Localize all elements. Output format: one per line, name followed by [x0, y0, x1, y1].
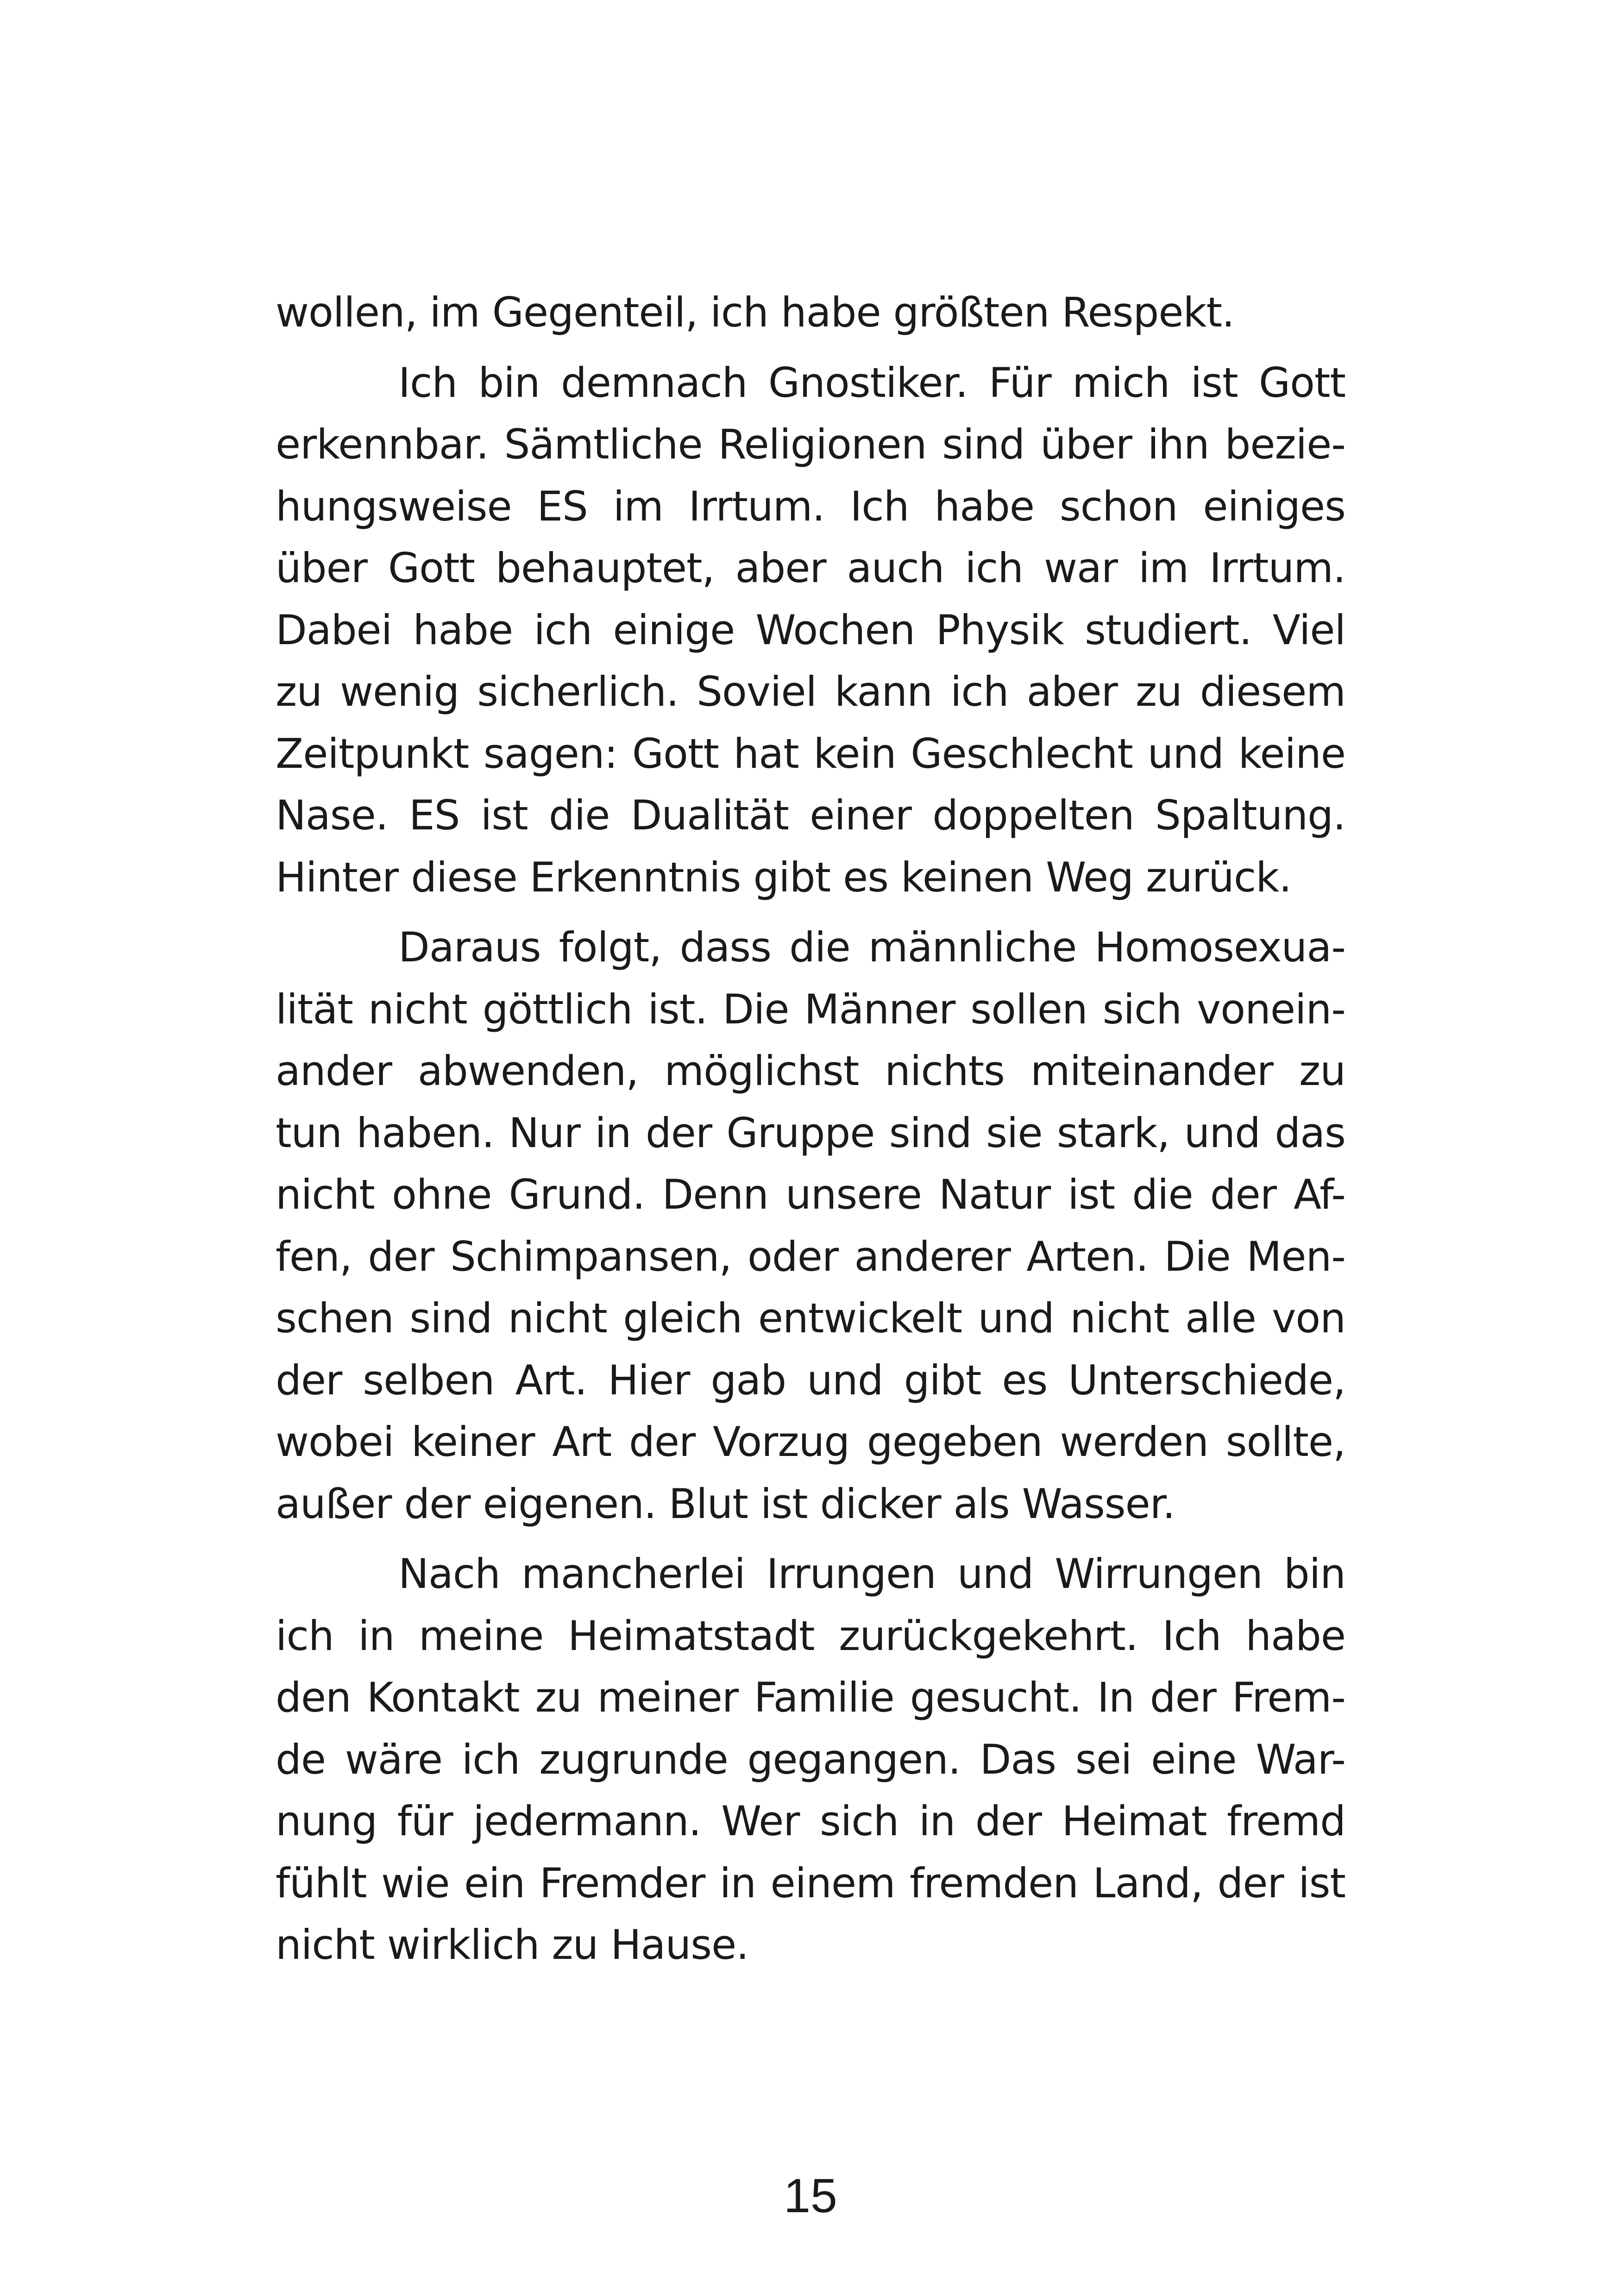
text-line: wobei keiner Art der Vorzug gegeben werden sollte,	[276, 1418, 1345, 1466]
paragraph	[276, 282, 1345, 344]
text-line: Daraus folgt, dass die männliche Homosexua-	[398, 923, 1345, 971]
body-text	[276, 282, 1345, 1976]
text-line: nicht ohne Grund. Denn unsere Natur ist die der Af-	[276, 1171, 1345, 1218]
page-number: 15	[784, 2169, 837, 2223]
text-line: hungsweise ES im Irrtum. Ich habe schon einiges	[276, 482, 1345, 530]
text-line: erkennbar. Sämtliche Religionen sind über ihn bezie-	[276, 420, 1345, 468]
text-line: tun haben. Nur in der Gruppe sind sie stark, und das	[276, 1109, 1345, 1157]
text-line: wollen, im Gegenteil, ich habe größten Respekt.	[276, 289, 1234, 336]
text-line: außer der eigenen. Blut ist dicker als Wasser.	[276, 1480, 1175, 1528]
paragraph-gap	[276, 344, 1345, 352]
text-line: über Gott behauptet, aber auch ich war im Irrtum.	[276, 544, 1345, 592]
text-line: Nase. ES ist die Dualität einer doppelten Spaltung.	[276, 791, 1345, 839]
text-line: Zeitpunkt sagen: Gott hat kein Geschlecht und keine	[276, 729, 1345, 778]
text-line: ich in meine Heimatstadt zurückgekehrt. Ich habe	[276, 1612, 1345, 1660]
text-line: der selben Art. Hier gab und gibt es Unterschiede,	[276, 1356, 1345, 1404]
paragraph-gap	[276, 908, 1345, 916]
text-line: Nach mancherlei Irrungen und Wirrungen bin	[398, 1550, 1345, 1598]
text-line: Dabei habe ich einige Wochen Physik studiert. Viel	[276, 606, 1345, 654]
text-line: nung für jedermann. Wer sich in der Heimat fremd	[276, 1797, 1345, 1845]
paragraph	[276, 352, 1345, 909]
text-line: lität nicht göttlich ist. Die Männer sollen sich vonein-	[276, 985, 1345, 1033]
text-line: schen sind nicht gleich entwickelt und nicht alle von	[276, 1294, 1345, 1342]
text-line: de wäre ich zugrunde gegangen. Das sei eine War-	[276, 1735, 1345, 1783]
paragraph-gap	[276, 1535, 1345, 1543]
text-line: ander abwenden, möglichst nichts miteinander zu	[276, 1047, 1345, 1095]
text-line: zu wenig sicherlich. Soviel kann ich aber zu diesem	[276, 668, 1345, 715]
text-line: Ich bin demnach Gnostiker. Für mich ist Gott	[398, 358, 1345, 407]
paragraph	[276, 916, 1345, 1535]
text-line: den Kontakt zu meiner Familie gesucht. In der Frem-	[276, 1674, 1345, 1721]
text-line: fühlt wie ein Fremder in einem fremden Land, der ist	[276, 1859, 1345, 1907]
text-line: fen, der Schimpansen, oder anderer Arten. Die Men-	[276, 1232, 1345, 1280]
text-line: nicht wirklich zu Hause.	[276, 1921, 749, 1969]
text-line: Hinter diese Erkenntnis gibt es keinen Weg zurück.	[276, 853, 1292, 901]
paragraph	[276, 1543, 1345, 1976]
